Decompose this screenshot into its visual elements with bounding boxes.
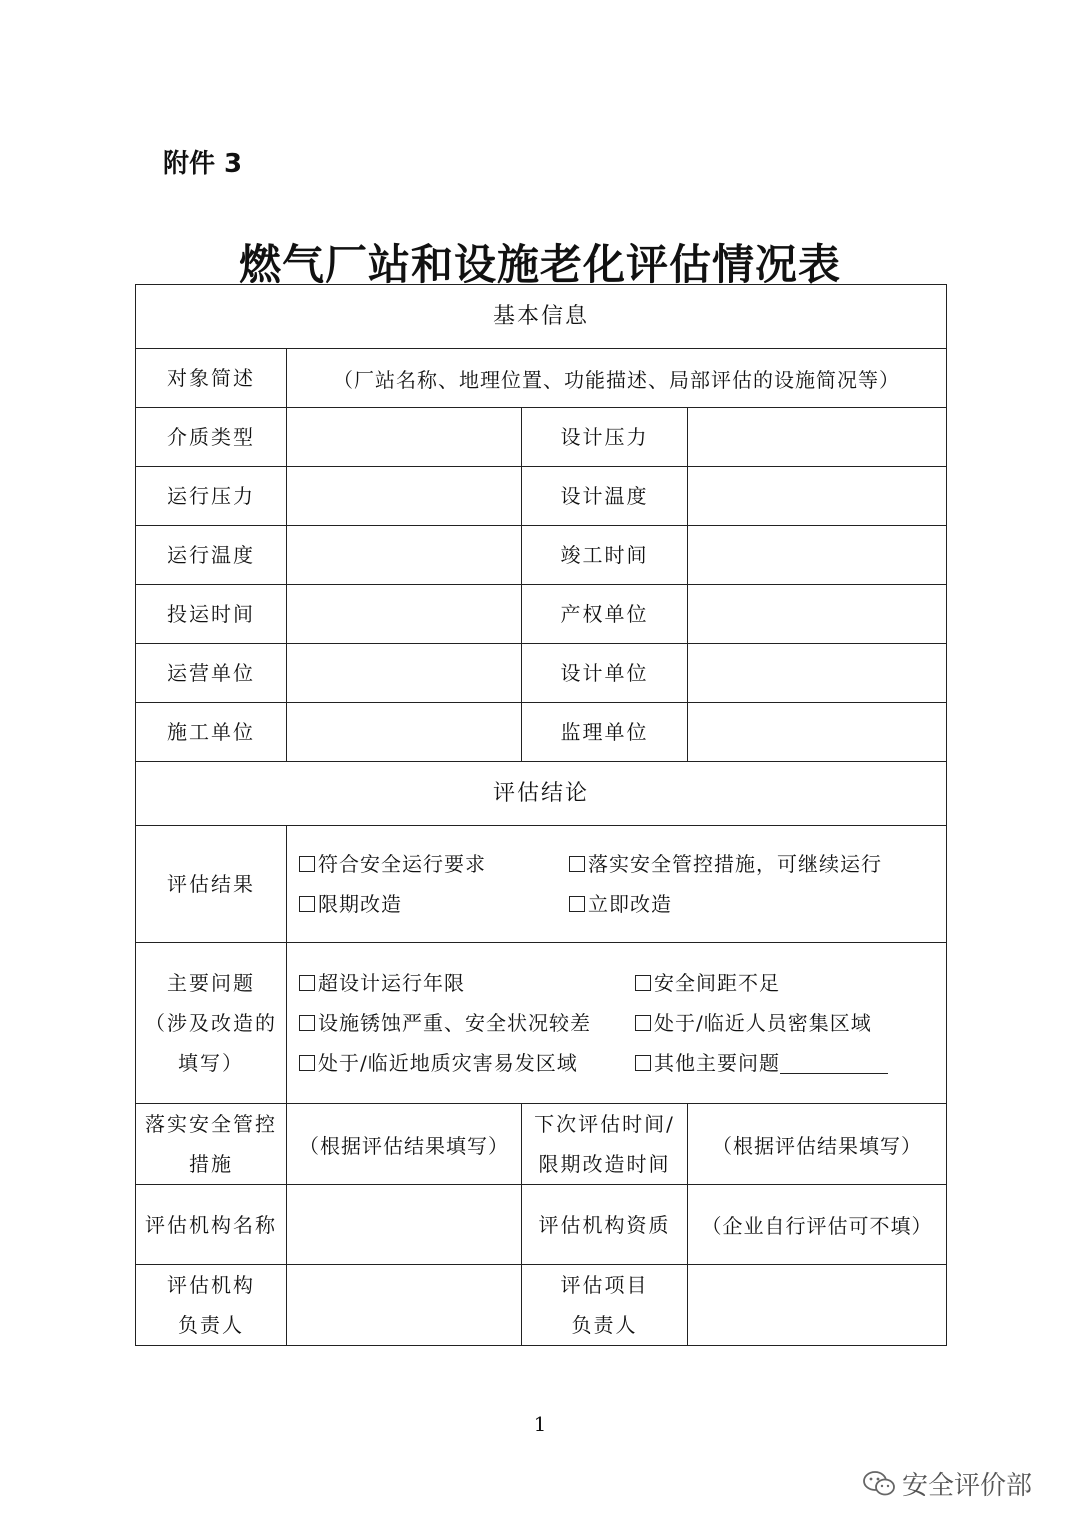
checkbox-icon[interactable] <box>299 896 315 912</box>
field-completion-time[interactable] <box>688 526 947 585</box>
issue-options <box>287 943 947 1104</box>
option-immediate-renovation[interactable]: 立即改造 <box>569 888 946 920</box>
result-options <box>287 826 947 943</box>
option-over-design-life[interactable]: 超设计运行年限 <box>299 967 635 999</box>
field-agency-lead[interactable] <box>287 1265 522 1346</box>
label-assessment-result: 评估结果 <box>136 826 287 943</box>
option-crowded-area[interactable]: 处于/临近人员密集区域 <box>635 1007 946 1039</box>
checkbox-icon[interactable] <box>635 1015 651 1031</box>
label-design-temperature: 设计温度 <box>522 467 688 526</box>
checkbox-icon[interactable] <box>299 856 315 872</box>
field-medium-type[interactable] <box>287 408 522 467</box>
option-severe-corrosion[interactable]: 设施锈蚀严重、安全状况较差 <box>299 1007 635 1039</box>
option-safe-operation[interactable]: 符合安全运行要求 <box>299 848 569 880</box>
field-property-owner[interactable] <box>688 585 947 644</box>
field-design-temperature[interactable] <box>688 467 947 526</box>
assessment-form <box>135 284 947 1346</box>
label-main-issues: 主要问题 （涉及改造的 填写） <box>136 943 287 1104</box>
attachment-label: 附件 3 <box>163 149 243 179</box>
watermark: 安全评价部 <box>862 1465 1032 1502</box>
other-issues-blank[interactable] <box>780 1053 888 1074</box>
label-commissioning-time: 投运时间 <box>136 585 287 644</box>
label-operating-pressure: 运行压力 <box>136 467 287 526</box>
label-construction-unit: 施工单位 <box>136 703 287 762</box>
label-supervision-unit: 监理单位 <box>522 703 688 762</box>
field-control-measures[interactable]: （根据评估结果填写） <box>287 1104 522 1185</box>
field-agency-name[interactable] <box>287 1185 522 1265</box>
label-object: 对象简述 <box>136 349 287 408</box>
checkbox-icon[interactable] <box>299 1015 315 1031</box>
page-number: 1 <box>533 1412 547 1436</box>
label-operator: 运营单位 <box>136 644 287 703</box>
field-operator[interactable] <box>287 644 522 703</box>
field-design-pressure[interactable] <box>688 408 947 467</box>
field-commissioning-time[interactable] <box>287 585 522 644</box>
field-next-assessment[interactable]: （根据评估结果填写） <box>688 1104 947 1185</box>
label-agency-qualification: 评估机构资质 <box>522 1185 688 1265</box>
label-property-owner: 产权单位 <box>522 585 688 644</box>
checkbox-icon[interactable] <box>299 975 315 991</box>
label-completion-time: 竣工时间 <box>522 526 688 585</box>
label-agency-name: 评估机构名称 <box>136 1185 287 1265</box>
label-design-pressure: 设计压力 <box>522 408 688 467</box>
option-insufficient-spacing[interactable]: 安全间距不足 <box>635 967 946 999</box>
field-operating-temperature[interactable] <box>287 526 522 585</box>
checkbox-icon[interactable] <box>635 1055 651 1071</box>
option-geological-hazard[interactable]: 处于/临近地质灾害易发区域 <box>299 1047 635 1079</box>
section-conclusion: 评估结论 <box>136 762 947 826</box>
field-object[interactable]: （厂站名称、地理位置、功能描述、局部评估的设施简况等） <box>287 349 947 408</box>
field-design-unit[interactable] <box>688 644 947 703</box>
label-next-assessment: 下次评估时间/ 限期改造时间 <box>522 1104 688 1185</box>
section-basic-info: 基本信息 <box>136 285 947 349</box>
checkbox-icon[interactable] <box>299 1055 315 1071</box>
label-design-unit: 设计单位 <box>522 644 688 703</box>
checkbox-icon[interactable] <box>569 896 585 912</box>
label-medium-type: 介质类型 <box>136 408 287 467</box>
label-control-measures: 落实安全管控 措施 <box>136 1104 287 1185</box>
checkbox-icon[interactable] <box>635 975 651 991</box>
option-control-measures[interactable]: 落实安全管控措施，可继续运行 <box>569 848 946 880</box>
field-agency-qualification[interactable]: （企业自行评估可不填） <box>688 1185 947 1265</box>
label-project-lead: 评估项目 负责人 <box>522 1265 688 1346</box>
label-operating-temperature: 运行温度 <box>136 526 287 585</box>
field-project-lead[interactable] <box>688 1265 947 1346</box>
label-agency-lead: 评估机构 负责人 <box>136 1265 287 1346</box>
checkbox-icon[interactable] <box>569 856 585 872</box>
form-title: 燃气厂站和设施老化评估情况表 <box>238 240 841 289</box>
option-deadline-renovation[interactable]: 限期改造 <box>299 888 569 920</box>
option-other-issues[interactable]: 其他主要问题 <box>635 1047 946 1079</box>
field-operating-pressure[interactable] <box>287 467 522 526</box>
field-supervision-unit[interactable] <box>688 703 947 762</box>
field-construction-unit[interactable] <box>287 703 522 762</box>
wechat-icon <box>862 1470 896 1498</box>
